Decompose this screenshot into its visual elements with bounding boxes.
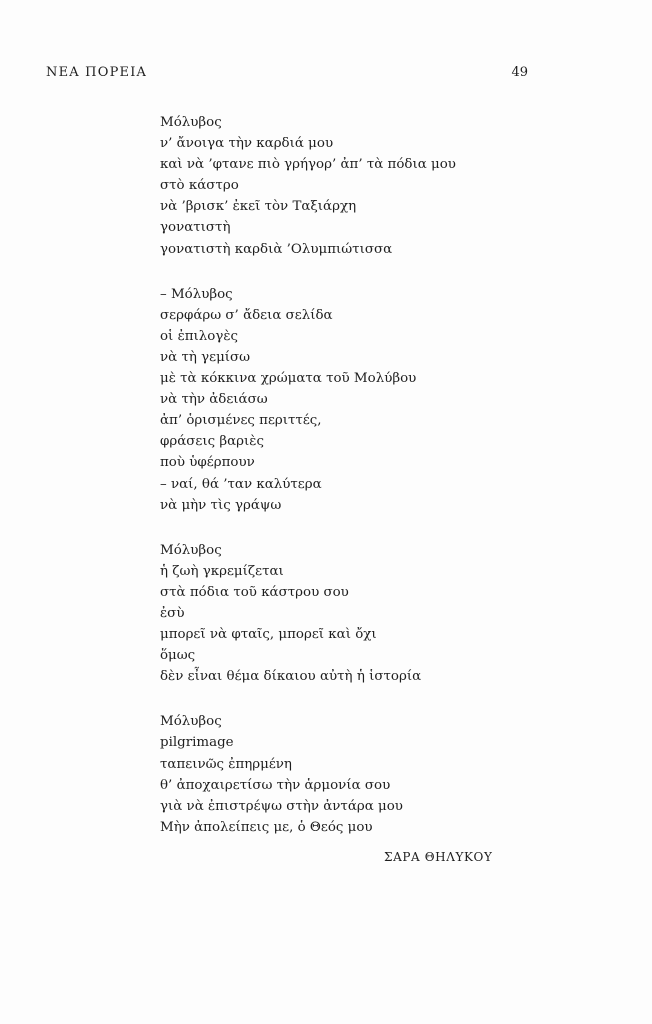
poem-line: στὰ πόδια τοῦ κάστρου σου <box>160 584 349 600</box>
poem-line: ἡ ζωὴ γκρεμίζεται <box>160 563 284 579</box>
poem-line: ἐσὺ <box>160 605 185 621</box>
poem <box>160 112 580 862</box>
stanza-4 <box>160 711 580 838</box>
poem-line: ὅμως <box>160 648 196 664</box>
poem-line: ταπεινῶς ἐπηρμένη <box>160 756 292 772</box>
poem-line: θ’ ἀποχαιρετίσω τὴν ἁρμονία σου <box>160 777 391 793</box>
poem-line: Μόλυβος <box>160 714 222 730</box>
poem-line: νὰ τὴ γεμίσω <box>160 349 251 365</box>
poem-line: στὸ κάστρο <box>160 178 239 194</box>
poem-line: νὰ ’βρισκ’ ἐκεῖ τὸν Ταξιάρχη <box>160 199 357 215</box>
poem-line: νὰ μὴν τὶς γράψω <box>160 497 282 513</box>
running-head: ΝΕΑ ΠΟΡΕΙΑ <box>46 65 148 80</box>
poem-line: γιὰ νὰ ἐπιστρέψω στὴν ἀντάρα μου <box>160 798 403 814</box>
poem-line: ν’ ἄνοιγα τὴν καρδιά μου <box>160 136 334 152</box>
stanza-3 <box>160 540 580 688</box>
poem-line: Μόλυβος <box>160 115 222 130</box>
stanza-2 <box>160 284 580 516</box>
poem-line: μπορεῖ νὰ φταῖς, μπορεῖ καὶ ὄχι <box>160 627 377 643</box>
poem-line: – Μόλυβος <box>160 286 233 302</box>
poem-line: Μόλυβος <box>160 542 222 558</box>
poem-line: καὶ νὰ ’φτανε πιὸ γρήγορ’ ἀπ’ τὰ πόδια μου <box>160 157 456 173</box>
stanza-1 <box>160 112 580 260</box>
poem-line: γονατιστὴ καρδιὰ ’Ολυμπιώτισσα <box>160 241 393 257</box>
poem-line: ἀπ’ ὁρισμένες περιττές, <box>160 413 322 429</box>
poem-line: – ναί, θά ’ταν καλύτερα <box>160 476 322 492</box>
poem-line: σερφάρω σ’ ἄδεια σελίδα <box>160 307 333 323</box>
poem-line: ποὺ ὑφέρπουν <box>160 455 255 471</box>
poem-line: νὰ τὴν ἀδειάσω <box>160 392 268 408</box>
poem-line: φράσεις βαριὲς <box>160 434 264 450</box>
poem-line: μὲ τὰ κόκκινα χρώματα τοῦ Μολύβου <box>160 371 417 387</box>
poem-line: οἱ ἐπιλογὲς <box>160 328 239 344</box>
poem-line: Μὴν ἀπολείπεις με, ὁ Θεός μου <box>160 819 373 835</box>
poem-line: pilgrimage <box>160 735 234 751</box>
author-signature: ΣΑΡΑ ΘΗΛΥΚΟΥ <box>384 850 493 864</box>
page-number: 49 <box>511 65 528 80</box>
poem-line: δὲν εἶναι θέμα δίκαιου αὐτὴ ἡ ἱστορία <box>160 669 422 685</box>
poem-line: γονατιστὴ <box>160 220 231 236</box>
